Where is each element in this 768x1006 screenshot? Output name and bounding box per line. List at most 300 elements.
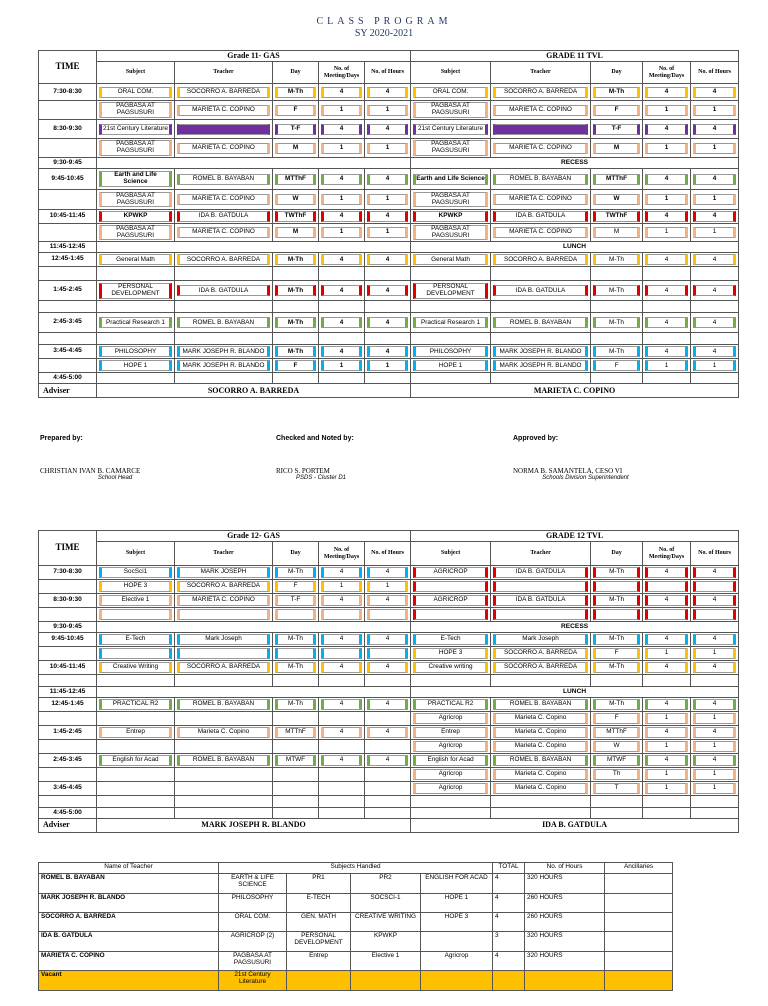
day-cell: M-Th <box>275 567 316 578</box>
summary-subject: PR2 <box>351 874 421 894</box>
meetings-cell: 1 <box>321 194 362 205</box>
grade12-tvl-adviser: IDA B. GATDULA <box>411 819 739 833</box>
hours-cell: 4 <box>693 285 736 296</box>
time-slot <box>39 301 97 313</box>
schedule-row <box>39 242 739 253</box>
teacher-cell: MARK JOSEPH R. BLANDO <box>177 346 270 357</box>
teacher-cell: SOCORRO A. BARREDA <box>493 662 588 673</box>
day-cell: M-Th <box>275 254 316 265</box>
summary-subject: EARTH & LIFE SCIENCE <box>219 874 287 894</box>
day-cell <box>275 609 316 620</box>
grade12-schedule-table <box>38 530 739 833</box>
time-slot: 11:45-12:45 <box>39 242 97 253</box>
subject-cell: Earth and Life Science <box>99 171 172 186</box>
checked-by-name: RICO S. PORTEM <box>276 467 330 475</box>
time-slot: 8:30-9:30 <box>39 594 97 608</box>
break-label: LUNCH <box>411 242 739 253</box>
grade11-tvl-adviser: MARIETA C. COPINO <box>411 384 739 398</box>
time-header: TIME <box>39 531 97 566</box>
summary-subject: PR1 <box>287 874 351 894</box>
day-cell <box>273 740 319 754</box>
subject-cell <box>411 301 491 313</box>
subject-cell: AGRICROP <box>413 595 488 606</box>
subject-cell: PAGBASA AT PAGSUSURI <box>99 140 172 155</box>
summary-subject: KPWKP <box>351 932 421 952</box>
meetings-cell: 4 <box>645 211 688 222</box>
day-cell: T-F <box>275 124 316 135</box>
schedule-row <box>39 84 739 101</box>
summary-row <box>39 952 673 971</box>
time-slot <box>39 224 97 242</box>
teacher-cell: Mark Joseph <box>177 634 270 645</box>
subject-cell: Practical Research 1 <box>413 317 488 328</box>
schedule-row <box>39 210 739 224</box>
meetings-cell <box>643 333 691 345</box>
teacher-cell <box>175 267 273 281</box>
teacher-cell <box>177 648 270 659</box>
time-slot <box>39 740 97 754</box>
meetings-cell: 4 <box>321 254 362 265</box>
meetings-cell <box>643 796 691 808</box>
subject-cell: HOPE 3 <box>99 581 172 592</box>
subject-cell: Entrep <box>99 727 172 738</box>
subject-cell <box>97 333 175 345</box>
subject-cell <box>97 796 175 808</box>
time-slot: 10:45-11:45 <box>39 661 97 675</box>
time-slot: 7:30-8:30 <box>39 84 97 101</box>
break-label: RECESS <box>411 158 739 169</box>
teacher-cell: MARIETA C. COPINO <box>493 143 588 154</box>
meetings-cell: 4 <box>321 634 362 645</box>
meetings-cell: 4 <box>645 567 688 578</box>
summary-row <box>39 971 673 991</box>
hours-cell: 4 <box>367 662 408 673</box>
col-meetings: No. of Meeting/Days <box>643 62 691 84</box>
schedule-row <box>39 301 739 313</box>
summary-subject: SOCSCI-1 <box>351 894 421 913</box>
meetings-cell <box>319 808 365 819</box>
hours-cell: 1 <box>693 783 736 794</box>
day-cell: MTThF <box>275 727 316 738</box>
meetings-cell: 4 <box>645 124 688 135</box>
teacher-cell: Marieta C. Copino <box>493 713 588 724</box>
meetings-cell <box>319 782 365 796</box>
subject-cell: Practical Research 1 <box>99 317 172 328</box>
time-slot <box>39 580 97 594</box>
hours-cell <box>691 267 739 281</box>
meetings-cell: 1 <box>645 783 688 794</box>
meetings-cell: 4 <box>645 634 688 645</box>
subject-cell <box>411 808 491 819</box>
schedule-row <box>39 580 739 594</box>
meetings-cell: 1 <box>321 105 362 116</box>
day-cell: M-Th <box>275 634 316 645</box>
summary-hours: 320 HOURS <box>525 952 605 971</box>
subject-cell <box>411 373 491 384</box>
schedule-row <box>39 313 739 333</box>
teacher-cell: IDA B. GATDULA <box>493 211 588 222</box>
teacher-cell: Marieta C. Copino <box>493 741 588 752</box>
meetings-cell <box>321 648 362 659</box>
subject-cell: PAGBASA AT PAGSUSURI <box>413 192 488 207</box>
meetings-cell: 1 <box>645 105 688 116</box>
hours-cell <box>365 373 411 384</box>
hours-cell: 4 <box>367 285 408 296</box>
approved-by-name: NORMA B. SAMANTELA, CESO VI <box>513 467 623 475</box>
subject-cell <box>411 333 491 345</box>
subject-cell: Agricrop <box>413 713 488 724</box>
day-cell: MTThF <box>593 174 640 185</box>
day-cell <box>273 267 319 281</box>
day-cell <box>273 782 319 796</box>
subject-cell <box>411 796 491 808</box>
subject-cell <box>97 808 175 819</box>
teacher-cell: Marieta C. Copino <box>493 783 588 794</box>
day-cell: F <box>275 105 316 116</box>
teacher-cell: IDA B. GATDULA <box>177 285 270 296</box>
summary-subject: PERSONAL DEVELOPMENT <box>287 932 351 952</box>
day-cell: TWThF <box>593 211 640 222</box>
hours-cell <box>365 712 411 726</box>
hours-cell: 4 <box>367 124 408 135</box>
meetings-cell <box>319 796 365 808</box>
hours-cell: 1 <box>693 105 736 116</box>
schedule-row <box>39 359 739 373</box>
schedule-row <box>39 647 739 661</box>
teacher-cell <box>175 373 273 384</box>
subject-cell <box>97 301 175 313</box>
schedule-row <box>39 267 739 281</box>
summary-subject <box>351 971 421 991</box>
hours-cell <box>365 333 411 345</box>
meetings-cell: 4 <box>321 567 362 578</box>
teacher-cell <box>491 808 591 819</box>
grade12-gas-title: Grade 12- GAS <box>97 531 411 542</box>
hours-cell: 4 <box>693 346 736 357</box>
subject-cell <box>411 675 491 687</box>
subject-cell <box>411 267 491 281</box>
schedule-row <box>39 687 739 698</box>
subject-cell: English for Acad <box>99 755 172 766</box>
meetings-cell <box>319 301 365 313</box>
day-cell: MTThF <box>593 727 640 738</box>
subject-cell: PRACTICAL R2 <box>413 699 488 710</box>
day-cell <box>275 648 316 659</box>
subject-cell <box>413 581 488 592</box>
grade12-schedule-body <box>39 566 739 819</box>
summary-total: 4 <box>493 874 525 894</box>
hours-cell: 4 <box>693 634 736 645</box>
hours-cell: 4 <box>693 567 736 578</box>
subject-cell: English for Acad <box>413 755 488 766</box>
day-cell: W <box>593 741 640 752</box>
time-slot: 4:45-5:00 <box>39 808 97 819</box>
day-cell <box>593 609 640 620</box>
meetings-cell <box>319 373 365 384</box>
schedule-row <box>39 120 739 139</box>
summary-row <box>39 932 673 952</box>
meetings-cell: 1 <box>645 143 688 154</box>
subject-cell: PERSONAL DEVELOPMENT <box>413 283 488 298</box>
summary-ancillaries <box>605 874 673 894</box>
subject-cell <box>413 609 488 620</box>
day-cell: T <box>593 783 640 794</box>
subject-cell: ORAL COM. <box>99 87 172 98</box>
meetings-cell: 4 <box>321 87 362 98</box>
hours-cell: 4 <box>367 211 408 222</box>
day-cell: TWThF <box>275 211 316 222</box>
hours-cell <box>365 267 411 281</box>
day-cell: M-Th <box>593 87 640 98</box>
summary-hours: 320 HOURS <box>525 874 605 894</box>
schedule-row <box>39 808 739 819</box>
subject-cell: PHILOSOPHY <box>99 346 172 357</box>
teacher-cell: Mark Joseph <box>493 634 588 645</box>
meetings-cell: 4 <box>645 174 688 185</box>
teacher-cell: SOCORRO A. BARREDA <box>493 87 588 98</box>
hours-cell: 1 <box>367 581 408 592</box>
subject-cell: 21st Century Literature <box>99 124 172 135</box>
col-meetings: No. of Meeting/Days <box>319 62 365 84</box>
summary-col-hours: No. of Hours <box>525 863 605 874</box>
day-cell: MTWF <box>593 755 640 766</box>
schedule-row <box>39 661 739 675</box>
hours-cell: 4 <box>367 87 408 98</box>
hours-cell: 1 <box>693 360 736 371</box>
subject-cell: PAGBASA AT PAGSUSURI <box>413 102 488 117</box>
day-cell: W <box>275 194 316 205</box>
teacher-cell: ROMEL B. BAYABAN <box>493 755 588 766</box>
day-cell <box>273 675 319 687</box>
hours-cell: 4 <box>367 317 408 328</box>
hours-cell: 1 <box>367 194 408 205</box>
meetings-cell: 4 <box>645 87 688 98</box>
teacher-cell: IDA B. GATDULA <box>493 285 588 296</box>
teacher-cell: ROMEL B. BAYABAN <box>177 755 270 766</box>
summary-subject: GEN. MATH <box>287 913 351 932</box>
prepared-by-label: Prepared by: <box>40 435 83 442</box>
hours-cell: 1 <box>367 360 408 371</box>
meetings-cell: 4 <box>321 317 362 328</box>
day-cell: M-Th <box>593 254 640 265</box>
day-cell <box>273 712 319 726</box>
hours-cell <box>367 609 408 620</box>
teacher-cell <box>491 373 591 384</box>
day-cell: M-Th <box>593 317 640 328</box>
prepared-by-signature <box>40 467 190 481</box>
subject-cell <box>97 782 175 796</box>
hours-cell: 1 <box>693 227 736 238</box>
teacher-cell: Marieta C. Copino <box>177 727 270 738</box>
subject-cell: PAGBASA AT PAGSUSURI <box>413 140 488 155</box>
teacher-cell <box>493 124 588 135</box>
time-slot <box>39 647 97 661</box>
day-cell <box>591 796 643 808</box>
meetings-cell: 4 <box>321 727 362 738</box>
summary-ancillaries <box>605 894 673 913</box>
day-cell: M-Th <box>275 346 316 357</box>
subject-cell: Agricrop <box>413 769 488 780</box>
col-meetings: No. of Meeting/Days <box>319 542 365 566</box>
teacher-cell: MARK JOSEPH <box>177 567 270 578</box>
teacher-cell: MARIETA C. COPINO <box>177 143 270 154</box>
meetings-cell: 4 <box>321 755 362 766</box>
schedule-row <box>39 726 739 740</box>
time-slot: 2:45-3:45 <box>39 313 97 333</box>
col-subject: Subject <box>411 62 491 84</box>
time-slot: 3:45-4:45 <box>39 782 97 796</box>
summary-subject: HOPE 3 <box>421 913 493 932</box>
schedule-row <box>39 253 739 267</box>
day-cell: M-Th <box>593 662 640 673</box>
summary-subject <box>287 971 351 991</box>
schedule-row <box>39 169 739 190</box>
meetings-cell: 4 <box>321 285 362 296</box>
schedule-row <box>39 158 739 169</box>
subject-cell: Agricrop <box>413 741 488 752</box>
subject-cell <box>97 373 175 384</box>
teacher-cell: SOCORRO A. BARREDA <box>493 648 588 659</box>
subject-cell: PHILOSOPHY <box>413 346 488 357</box>
subject-cell: PAGBASA AT PAGSUSURI <box>99 192 172 207</box>
time-slot: 12:45-1:45 <box>39 253 97 267</box>
day-cell: M-Th <box>593 346 640 357</box>
day-cell: F <box>593 648 640 659</box>
meetings-cell: 4 <box>321 346 362 357</box>
teacher-cell: MARIETA C. COPINO <box>177 227 270 238</box>
meetings-cell: 4 <box>645 595 688 606</box>
subject-cell: HOPE 1 <box>413 360 488 371</box>
teacher-cell: MARIETA C. COPINO <box>177 194 270 205</box>
day-cell: T-F <box>275 595 316 606</box>
hours-cell: 1 <box>693 143 736 154</box>
meetings-cell <box>645 609 688 620</box>
day-cell: M-Th <box>275 317 316 328</box>
schedule-row <box>39 139 739 158</box>
meetings-cell <box>319 712 365 726</box>
day-cell: M-Th <box>275 662 316 673</box>
hours-cell: 4 <box>693 595 736 606</box>
day-cell: M-Th <box>593 595 640 606</box>
subject-cell: Creative Writing <box>99 662 172 673</box>
teacher-cell: SOCORRO A. BARREDA <box>177 254 270 265</box>
time-slot <box>39 333 97 345</box>
teacher-cell: MARK JOSEPH R. BLANDO <box>177 360 270 371</box>
schedule-row <box>39 782 739 796</box>
meetings-cell: 4 <box>645 285 688 296</box>
meetings-cell <box>319 675 365 687</box>
subject-cell: ORAL COM. <box>413 87 488 98</box>
time-slot: 9:45-10:45 <box>39 633 97 647</box>
hours-cell: 4 <box>367 755 408 766</box>
col-teacher: Teacher <box>175 62 273 84</box>
hours-cell: 4 <box>367 346 408 357</box>
meetings-cell <box>643 301 691 313</box>
meetings-cell: 4 <box>645 699 688 710</box>
schedule-row <box>39 633 739 647</box>
approved-by-position: Schools Division Superintendent <box>542 475 629 481</box>
teacher-cell: SOCORRO A. BARREDA <box>493 254 588 265</box>
hours-cell: 1 <box>693 648 736 659</box>
schedule-row <box>39 333 739 345</box>
time-slot <box>39 190 97 210</box>
day-cell: F <box>593 105 640 116</box>
teacher-cell <box>177 124 270 135</box>
summary-total: 4 <box>493 913 525 932</box>
break-label: LUNCH <box>411 687 739 698</box>
teacher-cell <box>175 675 273 687</box>
hours-cell: 1 <box>367 105 408 116</box>
meetings-cell: 1 <box>645 648 688 659</box>
day-cell: Th <box>593 769 640 780</box>
teacher-load-summary-table <box>38 862 673 991</box>
time-slot <box>39 139 97 158</box>
teacher-cell: Marieta C. Copino <box>493 769 588 780</box>
teacher-cell: MARIETA C. COPINO <box>177 105 270 116</box>
break-label: RECESS <box>411 622 739 633</box>
hours-cell: 4 <box>693 174 736 185</box>
summary-ancillaries <box>605 971 673 991</box>
teacher-cell <box>175 768 273 782</box>
time-slot: 1:45-2:45 <box>39 281 97 301</box>
school-year: SY 2020-2021 <box>354 28 414 39</box>
teacher-cell <box>493 581 588 592</box>
prepared-by-position: School Head <box>97 475 133 481</box>
hours-cell: 4 <box>693 211 736 222</box>
time-slot: 10:45-11:45 <box>39 210 97 224</box>
subject-cell: HOPE 1 <box>99 360 172 371</box>
subject-cell: PAGBASA AT PAGSUSURI <box>413 225 488 240</box>
subject-cell: AGRICROP <box>413 567 488 578</box>
day-cell <box>273 373 319 384</box>
time-slot <box>39 768 97 782</box>
summary-teacher-name: IDA B. GATDULA <box>39 932 219 952</box>
day-cell: M-Th <box>593 634 640 645</box>
hours-cell: 4 <box>693 124 736 135</box>
time-slot <box>39 267 97 281</box>
hours-cell <box>691 675 739 687</box>
grade12-tvl-title: GRADE 12 TVL <box>411 531 739 542</box>
approved-by-signature <box>513 467 658 481</box>
col-hours: No. of Hours <box>365 542 411 566</box>
summary-subject: Elective 1 <box>351 952 421 971</box>
teacher-cell <box>491 267 591 281</box>
time-slot: 3:45-4:45 <box>39 345 97 359</box>
checked-by-label: Checked and Noted by: <box>276 435 354 442</box>
meetings-cell: 4 <box>321 662 362 673</box>
subject-cell: Entrep <box>413 727 488 738</box>
hours-cell: 4 <box>367 567 408 578</box>
grade12-gas-adviser: MARK JOSEPH R. BLANDO <box>97 819 411 833</box>
hours-cell <box>365 782 411 796</box>
meetings-cell <box>319 267 365 281</box>
time-slot: 9:45-10:45 <box>39 169 97 190</box>
meetings-cell: 4 <box>645 727 688 738</box>
summary-row <box>39 894 673 913</box>
meetings-cell: 1 <box>645 360 688 371</box>
time-slot <box>39 675 97 687</box>
day-cell: F <box>275 581 316 592</box>
day-cell <box>591 675 643 687</box>
col-day: Day <box>273 62 319 84</box>
hours-cell: 4 <box>367 727 408 738</box>
day-cell <box>591 267 643 281</box>
schedule-row <box>39 345 739 359</box>
checked-by-signature <box>276 467 366 481</box>
time-slot <box>39 712 97 726</box>
subject-cell: PRACTICAL R2 <box>99 699 172 710</box>
schedule-row <box>39 754 739 768</box>
